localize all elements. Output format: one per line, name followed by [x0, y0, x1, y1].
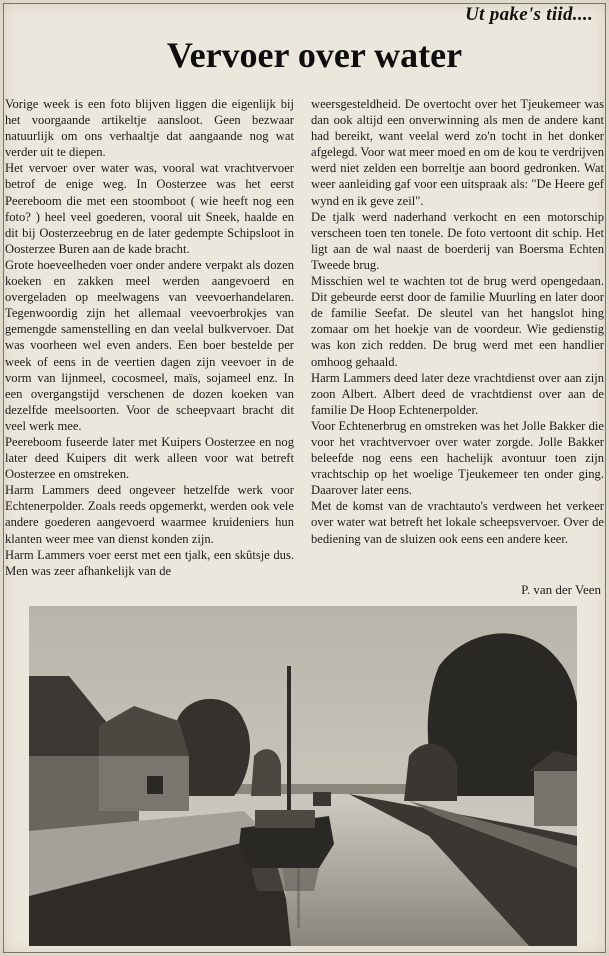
canal-photo-illustration [29, 606, 577, 946]
article-column-right [311, 96, 604, 547]
paragraph: Grote hoeveelheden voer onder andere verpakt als dozen koeken en zakken meel werden aangevoerd en overgeladen op meelwagens van veevoerhandelaren. Tegenwoordig zijn het allemaal veevoerbrokjes van gemengde samenstelling en dan veelal bulkvervoer. Dat was voorheen wel even anders. Een boer bestelde per week of eens in de veertien dagen zijn veevoer in de vorm van lijnmeel, cocosmeel, maïs, sojameel enz. In een overgangstijd verschenen de dozen koeken van dezelfde meelsoorten. Voor de scheepvaart bracht dit veel werk mee. [5, 257, 294, 433]
paragraph: Voor Echtenerbrug en omstreken was het Jolle Bakker die voor het vrachtvervoer over water zorgde. Jolle Bakker beleefde nog eens een hachelijk avontuur toen zijn vrachtschip op het woelige Tjeukemeer ten onder ging. Daarover later eens. [311, 418, 604, 498]
paragraph: Vorige week is een foto blijven liggen die eigenlijk bij het voorgaande artikeltje aansloot. Geen bezwaar natuurlijk om ons verhaaltje dat aangaande nog wat verder uit te diepen. [5, 97, 294, 160]
boat-cabin [313, 792, 331, 806]
hull-reflection [251, 868, 319, 891]
paragraph: Met de komst van de vrachtauto's verdween het verkeer over water wat betreft het lokale scheepsvervoer. Over de bediening van de sluizen ook eens een andere keer. [311, 499, 604, 546]
paragraph: weersgesteldheid. De overtocht over het Tjeukemeer was dan ook altijd een onverwinning als men de andere kant had bereikt, want veelal werd zo'n tocht in het donker afgelegd. Voor wat meer moed en om de kou te verdrijven werd niet zelden een borreltje aan boord gedronken. Wat weer aanleiding gaf voor een uitspraak als: "De Heere gef wynd en ik geve zeil". [311, 97, 604, 208]
tree-distant [251, 749, 281, 796]
paragraph: Peereboom fuseerde later met Kuipers Oosterzee en nog later deed Kuipers dit werk alleen voor wat betreft Oosterzee en omstreken. [5, 434, 294, 482]
boat-cargo [255, 810, 315, 828]
house-right [534, 771, 577, 826]
article-column-left [5, 96, 294, 579]
boat-mast [287, 666, 291, 831]
paragraph: Harm Lammers deed later deze vrachtdienst over aan zijn zoon Albert. Albert deed de vrachtdienst over aan de familie De Hoop Echtenerpolder. [311, 370, 604, 417]
author-byline: P. van der Veen [521, 582, 601, 597]
paragraph: Harm Lammers voer eerst met een tjalk, een skûtsje dus. Men was zeer afhankelijk van de [5, 547, 294, 578]
canal-photo [29, 606, 577, 946]
barn-wall [99, 756, 189, 811]
section-label: Ut pake's tiid.... [465, 4, 593, 25]
headline: Vervoer over water [166, 35, 463, 75]
paragraph: De tjalk werd naderhand verkocht en een motorschip verscheen toen ten tonele. De foto vertoont dit schip. Het ligt aan de wal naast de boerderij van Boersma Echten Tweede brug. [311, 209, 604, 272]
paragraph: Misschien wel te wachten tot de brug werd opengedaan. Dit gebeurde eerst door de familie Muurling en later door de familie Seefat. De sleutel van het hangslot hing zomaar om het hoekje van de voordeur. Wie gedienstig was kon zich redden. De brug werd met een handlier omhoog gehaald. [311, 274, 604, 369]
paragraph: Harm Lammers deed ongeveer hetzelfde werk voor Echtenerpolder. Zoals reeds opgemerkt, werden ook vele andere goederen aangevoerd waarmee kruideniers hun klanten weer mee van dienst konden zijn. [5, 483, 294, 546]
paragraph: Het vervoer over water was, vooral wat vrachtvervoer betrof de enige weg. In Oosterzee was het eerst Peereboom die met een stoomboot ( wie heeft nog een foto? ) heel veel goederen, vooral uit Sneek, haalde en dit bij Oosterzeebrug en de later gedempte Schipsloot in Oosterzee Buren aan de kade bracht. [5, 161, 294, 256]
window [147, 776, 163, 794]
